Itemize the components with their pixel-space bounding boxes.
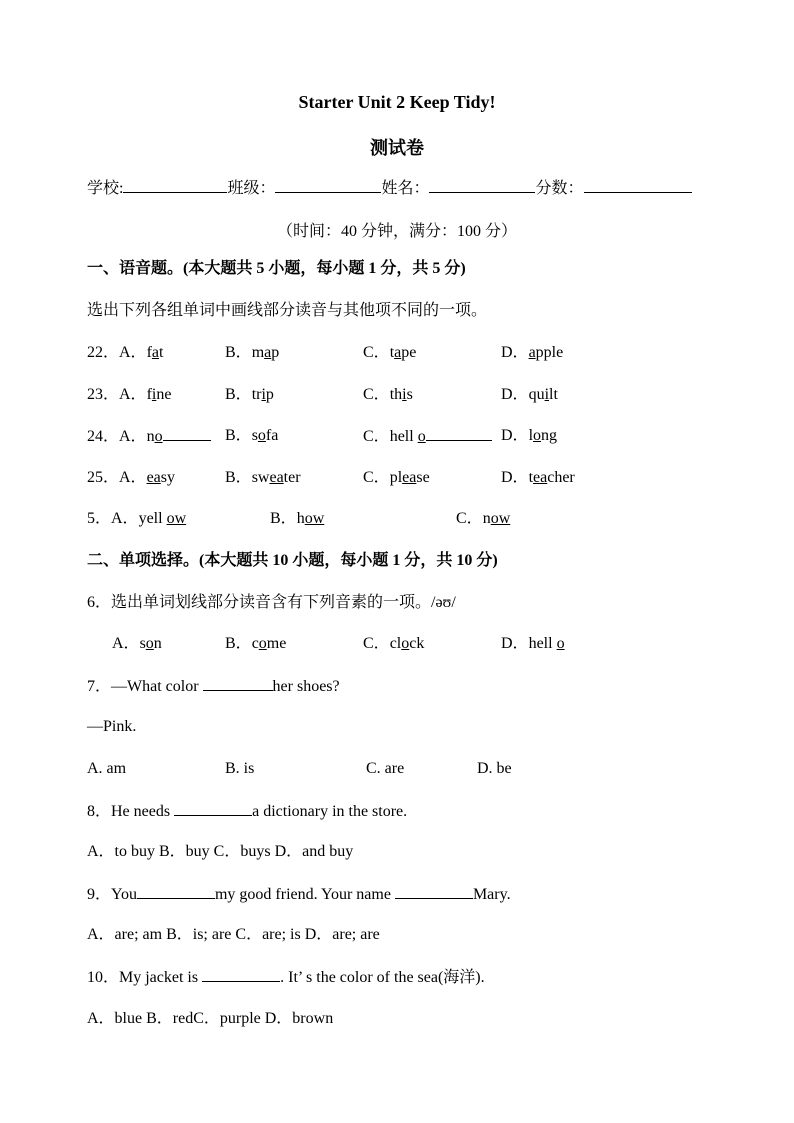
q24-option-c: C．hell o <box>363 426 492 447</box>
time-note: （时间：40 分钟，满分：100 分） <box>276 223 517 240</box>
q24-gap-a <box>163 426 211 441</box>
q7-option-c: C. are <box>366 760 405 777</box>
question-6-stem: 6．选出单词划线部分读音含有下列音素的一项。/əʊ/ <box>87 594 456 611</box>
question-10-stem: 10．My jacket is . It’ s the color of the sea(海洋). <box>87 969 485 986</box>
question-10-options: A．blue B．redC．purple D．brown <box>87 1010 334 1027</box>
q7-blank[interactable] <box>203 676 273 691</box>
q7-option-b: B. is <box>225 760 255 777</box>
section1-heading-note: (本大题共 5 小题，每小题 1 分，共 5 分) <box>183 260 466 277</box>
q10-blank[interactable] <box>202 967 280 982</box>
q6-option-c: C．clock <box>363 635 425 652</box>
class-label: 班级： <box>227 180 276 197</box>
q6-option-a: A．son <box>112 635 162 652</box>
question-8-options: A．to buy B．buy C．buys D．and buy <box>87 843 354 860</box>
q23-option-b: B．trip <box>225 386 274 403</box>
q5-option-a: 5．A．yell ow <box>87 510 187 527</box>
q8-blank[interactable] <box>174 801 252 816</box>
question-9-options: A．are; am B．is; are C．are; is D．are; are <box>87 926 380 943</box>
score-label: 分数： <box>535 180 584 197</box>
section1-heading <box>87 259 466 279</box>
page-subtitle: 测试卷 <box>370 138 424 158</box>
student-info-line <box>87 176 692 199</box>
q22-option-b: B．map <box>225 344 280 361</box>
question-9-stem: 9．You my good friend. Your name Mary. <box>87 886 511 903</box>
q7-option-a: A. am <box>87 760 127 777</box>
class-blank[interactable] <box>275 176 381 193</box>
q23-option-a: 23．A．fine <box>87 386 172 403</box>
q24-option-b: B．sofa <box>225 427 279 444</box>
school-blank[interactable] <box>123 176 227 193</box>
q22-option-d: D．apple <box>501 344 564 361</box>
section2-heading-title: 二、单项选择。 <box>87 552 200 569</box>
q23-option-c: C．this <box>363 386 413 403</box>
school-label: 学校: <box>87 180 124 197</box>
question-7-stem: 7．—What color her shoes? <box>87 678 340 695</box>
q24-option-a: 24．A．no <box>87 426 211 447</box>
q5-option-b: B．how <box>270 510 325 527</box>
q22-option-c: C．tape <box>363 344 417 361</box>
q9-blank-2[interactable] <box>395 884 473 899</box>
name-blank[interactable] <box>429 176 535 193</box>
q23-option-d: D．quilt <box>501 386 558 403</box>
q24-gap-c <box>426 426 492 441</box>
q25-option-c: C．please <box>363 469 430 486</box>
section2-heading-note: (本大题共 10 小题，每小题 1 分，共 10 分) <box>199 552 498 569</box>
q7-option-d: D. be <box>477 760 512 777</box>
q5-option-c: C．now <box>456 510 511 527</box>
q25-option-a: 25．A．easy <box>87 469 175 486</box>
q24-option-d: D．long <box>501 427 558 444</box>
score-blank[interactable] <box>584 176 692 193</box>
question-8-stem: 8．He needs a dictionary in the store. <box>87 803 408 820</box>
q25-option-d: D．teacher <box>501 469 575 486</box>
q25-option-b: B．sweater <box>225 469 301 486</box>
page-title: Starter Unit 2 Keep Tidy! <box>298 92 496 112</box>
q9-blank-1[interactable] <box>137 884 215 899</box>
q22-option-a: 22．A．fat <box>87 344 164 361</box>
section2-heading <box>87 551 498 571</box>
q6-option-d: D．hell o <box>501 635 565 652</box>
question-7-reply: —Pink. <box>87 718 137 735</box>
name-label: 姓名： <box>381 180 430 197</box>
q6-option-b: B．come <box>225 635 287 652</box>
section1-heading-title: 一、语音题。 <box>87 260 184 277</box>
section1-instruction: 选出下列各组单词中画线部分读音与其他项不同的一项。 <box>87 302 488 319</box>
